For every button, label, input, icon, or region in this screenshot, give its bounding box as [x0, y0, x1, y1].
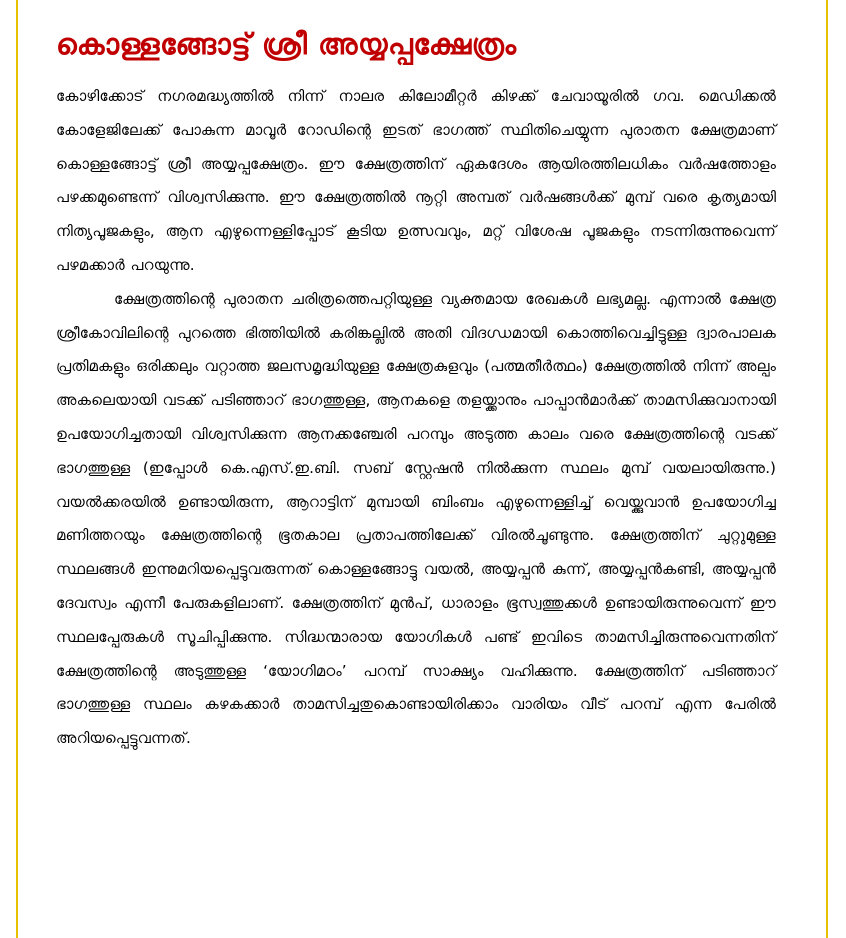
page-border-left — [16, 0, 18, 938]
paragraph-intro: കോഴിക്കോട് നഗരമദ്ധ്യത്തിൽ നിന്ന് നാലര കിലോമീറ്റർ കിഴക്ക് ചേവായൂരിൽ ഗവ. മെഡിക്കൽ കോളേജിലേക്ക് പോകുന്ന മാവൂർ റോഡിന്റെ ഇടത് ഭാഗത്ത് സ്ഥിതിചെയ്യുന്ന പുരാതന ക്ഷേത്രമാണ് കൊള്ളങ്ങോട്ട് ശ്രീ അയ്യപ്പക്ഷേത്രം. ഈ ക്ഷേത്രത്തിന് ഏകദേശം ആയിരത്തിലധികം വർഷത്തോളം പഴക്കമുണ്ടെന്ന് വിശ്വസിക്കുന്നു. ഈ ക്ഷേത്രത്തിൽ നൂറ്റി അമ്പത് വർഷങ്ങൾക്ക് മുമ്പ് വരെ കൃത്യമായി നിത്യപൂജകളും, ആന എഴുന്നെള്ളിപ്പോട് കൂടിയ ഉത്സവവും, മറ്റ് വിശേഷ പൂജകളും നടന്നിരുന്നുവെന്ന് പഴമക്കാർ പറയുന്നു. — [56, 87, 776, 274]
page-border-right — [826, 0, 828, 938]
page-title: കൊള്ളങ്ങോട്ട് ശ്രീ അയ്യപ്പക്ഷേത്രം — [56, 27, 517, 61]
paragraph-history: ക്ഷേത്രത്തിന്റെ പുരാതന ചരിത്രത്തെപറ്റിയുള്ള വ്യക്തമായ രേഖകൾ ലഭ്യമല്ല. എന്നാൽ ക്ഷേത്ര ശ്രീകോവിലിന്റെ പുറത്തെ ഭിത്തിയിൽ കരിങ്കല്ലിൽ അതി വിദഗ്ധമായി കൊത്തിവെച്ചിട്ടുള്ള ദ്വാരപാലക പ്രതിമകളും ഒരിക്കലും വറ്റാത്ത ജലസമൃദ്ധിയുള്ള ക്ഷേത്രകുളവും (പത്മതീർത്ഥം) ക്ഷേത്രത്തിൽ നിന്ന് അല്പം അകലെയായി വടക്ക് പടിഞ്ഞാറ് ഭാഗത്തുള്ള, ആനകളെ തളയ്ക്കാനും പാപ്പാൻമാർക്ക് താമസിക്കുവാനായി ഉപയോഗിച്ചതായി വിശ്വസിക്കുന്ന ആനക്കഞ്ചേരി പറമ്പും അടുത്ത കാലം വരെ ക്ഷേത്രത്തിന്റെ വടക്ക് ഭാഗത്തുള്ള (ഇപ്പോൾ കെ.എസ്.ഇ.ബി. സബ് സ്റ്റേഷൻ നിൽക്കുന്ന സ്ഥലം മുമ്പ് വയലായിരുന്നു.) വയൽക്കരയിൽ ഉണ്ടായിരുന്ന, ആറാട്ടിന് മുമ്പായി ബിംബം എഴുന്നെള്ളിച്ച് വെയ്ക്കുവാൻ ഉപയോഗിച്ച മണിത്തറയും ക്ഷേത്രത്തിന്റെ ഭൂതകാല പ്രതാപത്തിലേക്ക് വിരൽചൂണ്ടുന്നു. ക്ഷേത്രത്തിന് ചുറ്റുമുള്ള സ്ഥലങ്ങൾ ഇന്നുമറിയപ്പെട്ടുവരുന്നത് കൊള്ളങ്ങോട്ടു വയൽ, അയ്യപ്പൻ കുന്ന്, അയ്യപ്പൻകണ്ടി, അയ്യപ്പൻ ദേവസ്വം എന്നീ പേരുകളിലാണ്. ക്ഷേത്രത്തിന് മുൻപ്, ധാരാളം ഭൂസ്വത്തുക്കൾ ഉണ്ടായിരുന്നുവെന്ന് ഈ സ്ഥലപ്പേരുകൾ സൂചിപ്പിക്കുന്നു. സിദ്ധന്മാരായ യോഗികൾ പണ്ട് ഇവിടെ താമസിച്ചിരുന്നുവെന്നതിന് ക്ഷേത്രത്തിന്റെ അടുത്തുള്ള ‘യോഗിമഠം’ പറമ്പ് സാക്ഷ്യം വഹിക്കുന്നു. ക്ഷേത്രത്തിന് പടിഞ്ഞാറ് ഭാഗത്തുള്ള സ്ഥലം കഴകക്കാർ താമസിച്ചതുകൊണ്ടായിരിക്കാം വാരിയം വീട് പറമ്പ് എന്ന പേരിൽ അറിയപ്പെട്ടുവന്നത്. — [56, 289, 776, 748]
document-body — [56, 22, 776, 756]
